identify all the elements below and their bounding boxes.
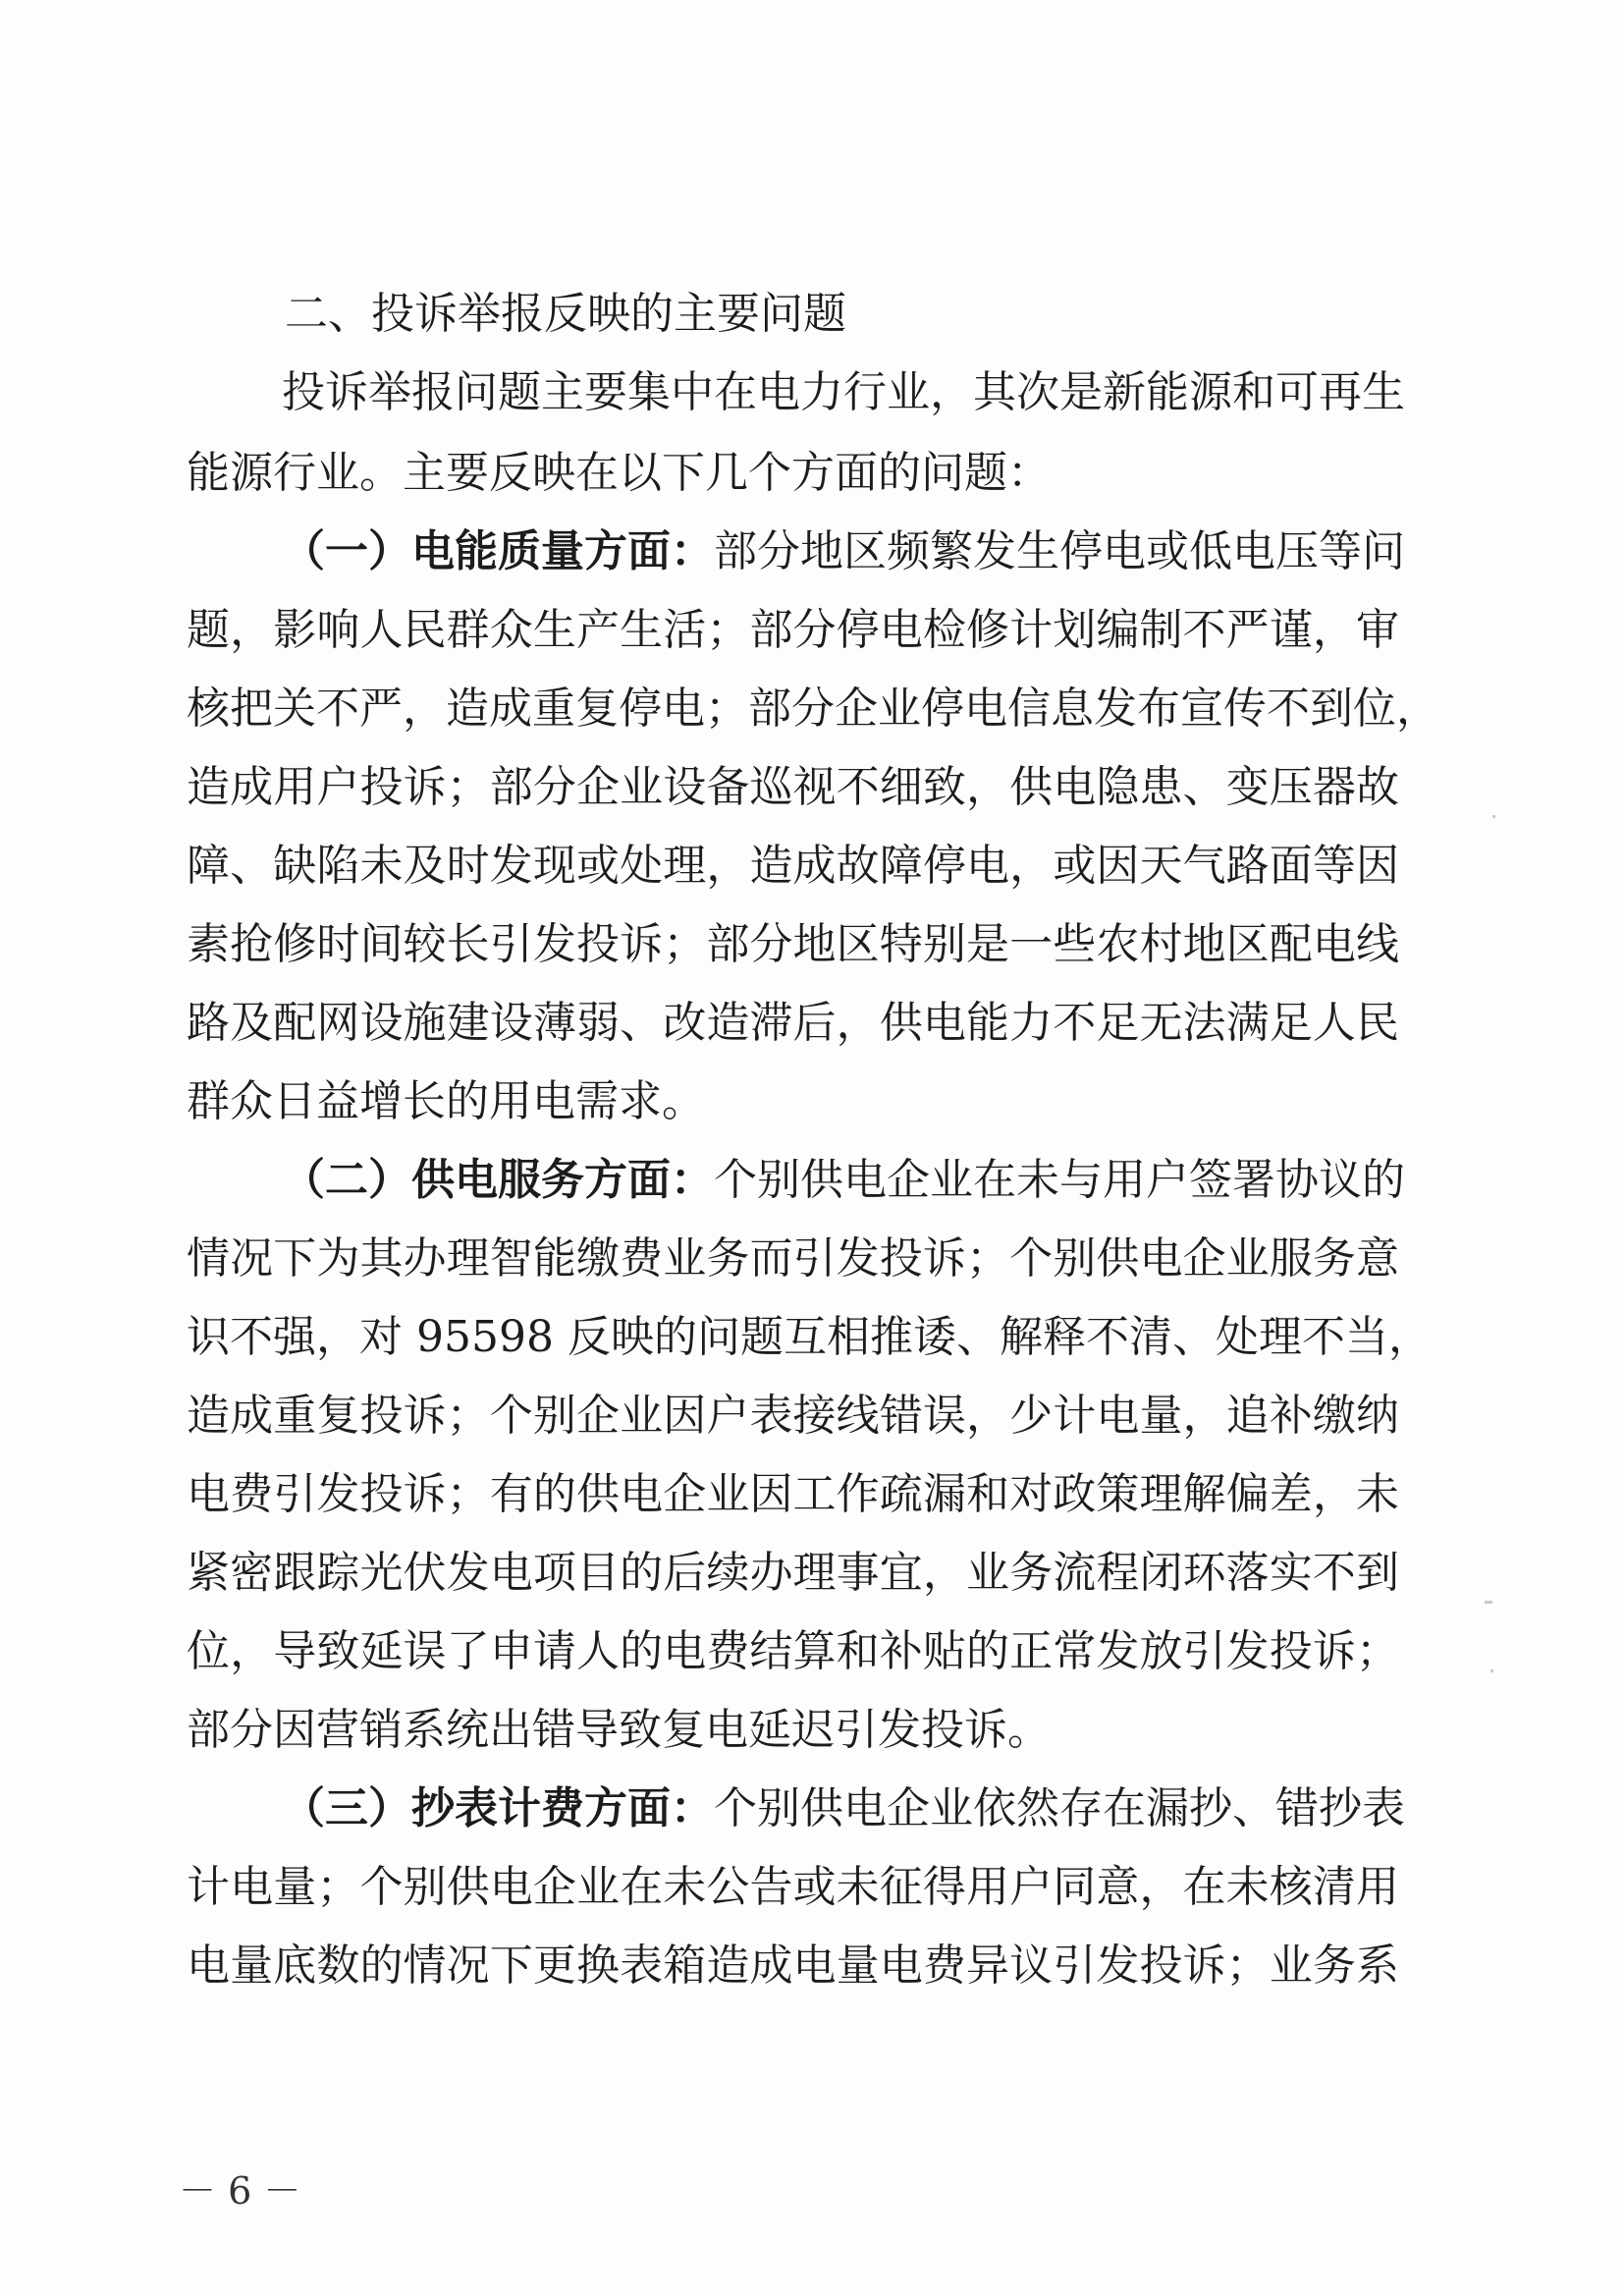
scan-speck — [1490, 1669, 1493, 1672]
scan-speck — [1492, 815, 1495, 818]
section3-line-1: 个别供电企业依然存在漏抄、错抄表 — [714, 1783, 1405, 1833]
section1-first-line — [282, 522, 1405, 581]
section3-first-line — [282, 1779, 1405, 1838]
section2-line-6: 紧密跟踪光伏发电项目的后续办理事宜，业务流程闭环落实不到 — [187, 1548, 1399, 1598]
section1-line-6: 素抢修时间较长引发投诉；部分地区特别是一些农村地区配电线 — [187, 919, 1399, 969]
section3-line-3: 电量底数的情况下更换表箱造成电量电费异议引发投诉；业务系 — [187, 1941, 1399, 1991]
section1-title: （一）电能质量方面： — [282, 526, 714, 576]
section2-first-line — [282, 1151, 1405, 1210]
section2-line-2: 情况下为其办理智能缴费业务而引发投诉；个别供电企业服务意 — [187, 1233, 1399, 1284]
section1-line-5: 障、缺陷未及时发现或处理，造成故障停电，或因天气路面等因 — [187, 841, 1399, 891]
intro-line-2: 能源行业。主要反映在以下几个方面的问题： — [187, 448, 1051, 498]
scan-speck — [1485, 1601, 1492, 1604]
section1-line-1: 部分地区频繁发生停电或低电压等问 — [714, 526, 1405, 576]
section2-line-8: 部分因营销系统出错导致复电延迟引发投诉。 — [187, 1705, 1051, 1755]
section1-line-7: 路及配网设施建设薄弱、改造滞后，供电能力不足无法满足人民 — [187, 998, 1399, 1048]
section2-line-4: 造成重复投诉；个别企业因户表接线错误，少计电量，追补缴纳 — [187, 1391, 1399, 1441]
section1-line-4: 造成用户投诉；部分企业设备巡视不细致，供电隐患、变压器故 — [187, 762, 1399, 812]
section1-line-3: 核把关不严，造成重复停电；部分企业停电信息发布宣传不到位， — [187, 683, 1439, 734]
section2-line-3: 识不强，对 95598 反映的问题互相推诿、解释不清、处理不当， — [187, 1312, 1432, 1362]
section2-title: （二）供电服务方面： — [282, 1155, 714, 1205]
page-number: － 6 － — [179, 2169, 301, 2213]
intro-line-1: 投诉举报问题主要集中在电力行业，其次是新能源和可再生 — [282, 367, 1405, 417]
section2-line-7: 位，导致延误了申请人的电费结算和补贴的正常发放引发投诉； — [187, 1626, 1399, 1676]
section3-title: （三）抄表计费方面： — [282, 1783, 714, 1833]
section1-line-2: 题，影响人民群众生产生活；部分停电检修计划编制不严谨，审 — [187, 605, 1399, 655]
section3-line-2: 计电量；个别供电企业在未公告或未征得用户同意，在未核清用 — [187, 1862, 1399, 1912]
section2-line-1: 个别供电企业在未与用户签署协议的 — [714, 1155, 1405, 1205]
section-heading: 二、投诉举报反映的主要问题 — [285, 289, 846, 339]
section2-line-5: 电费引发投诉；有的供电企业因工作疏漏和对政策理解偏差，未 — [187, 1469, 1399, 1519]
section1-line-8: 群众日益增长的用电需求。 — [187, 1076, 705, 1126]
